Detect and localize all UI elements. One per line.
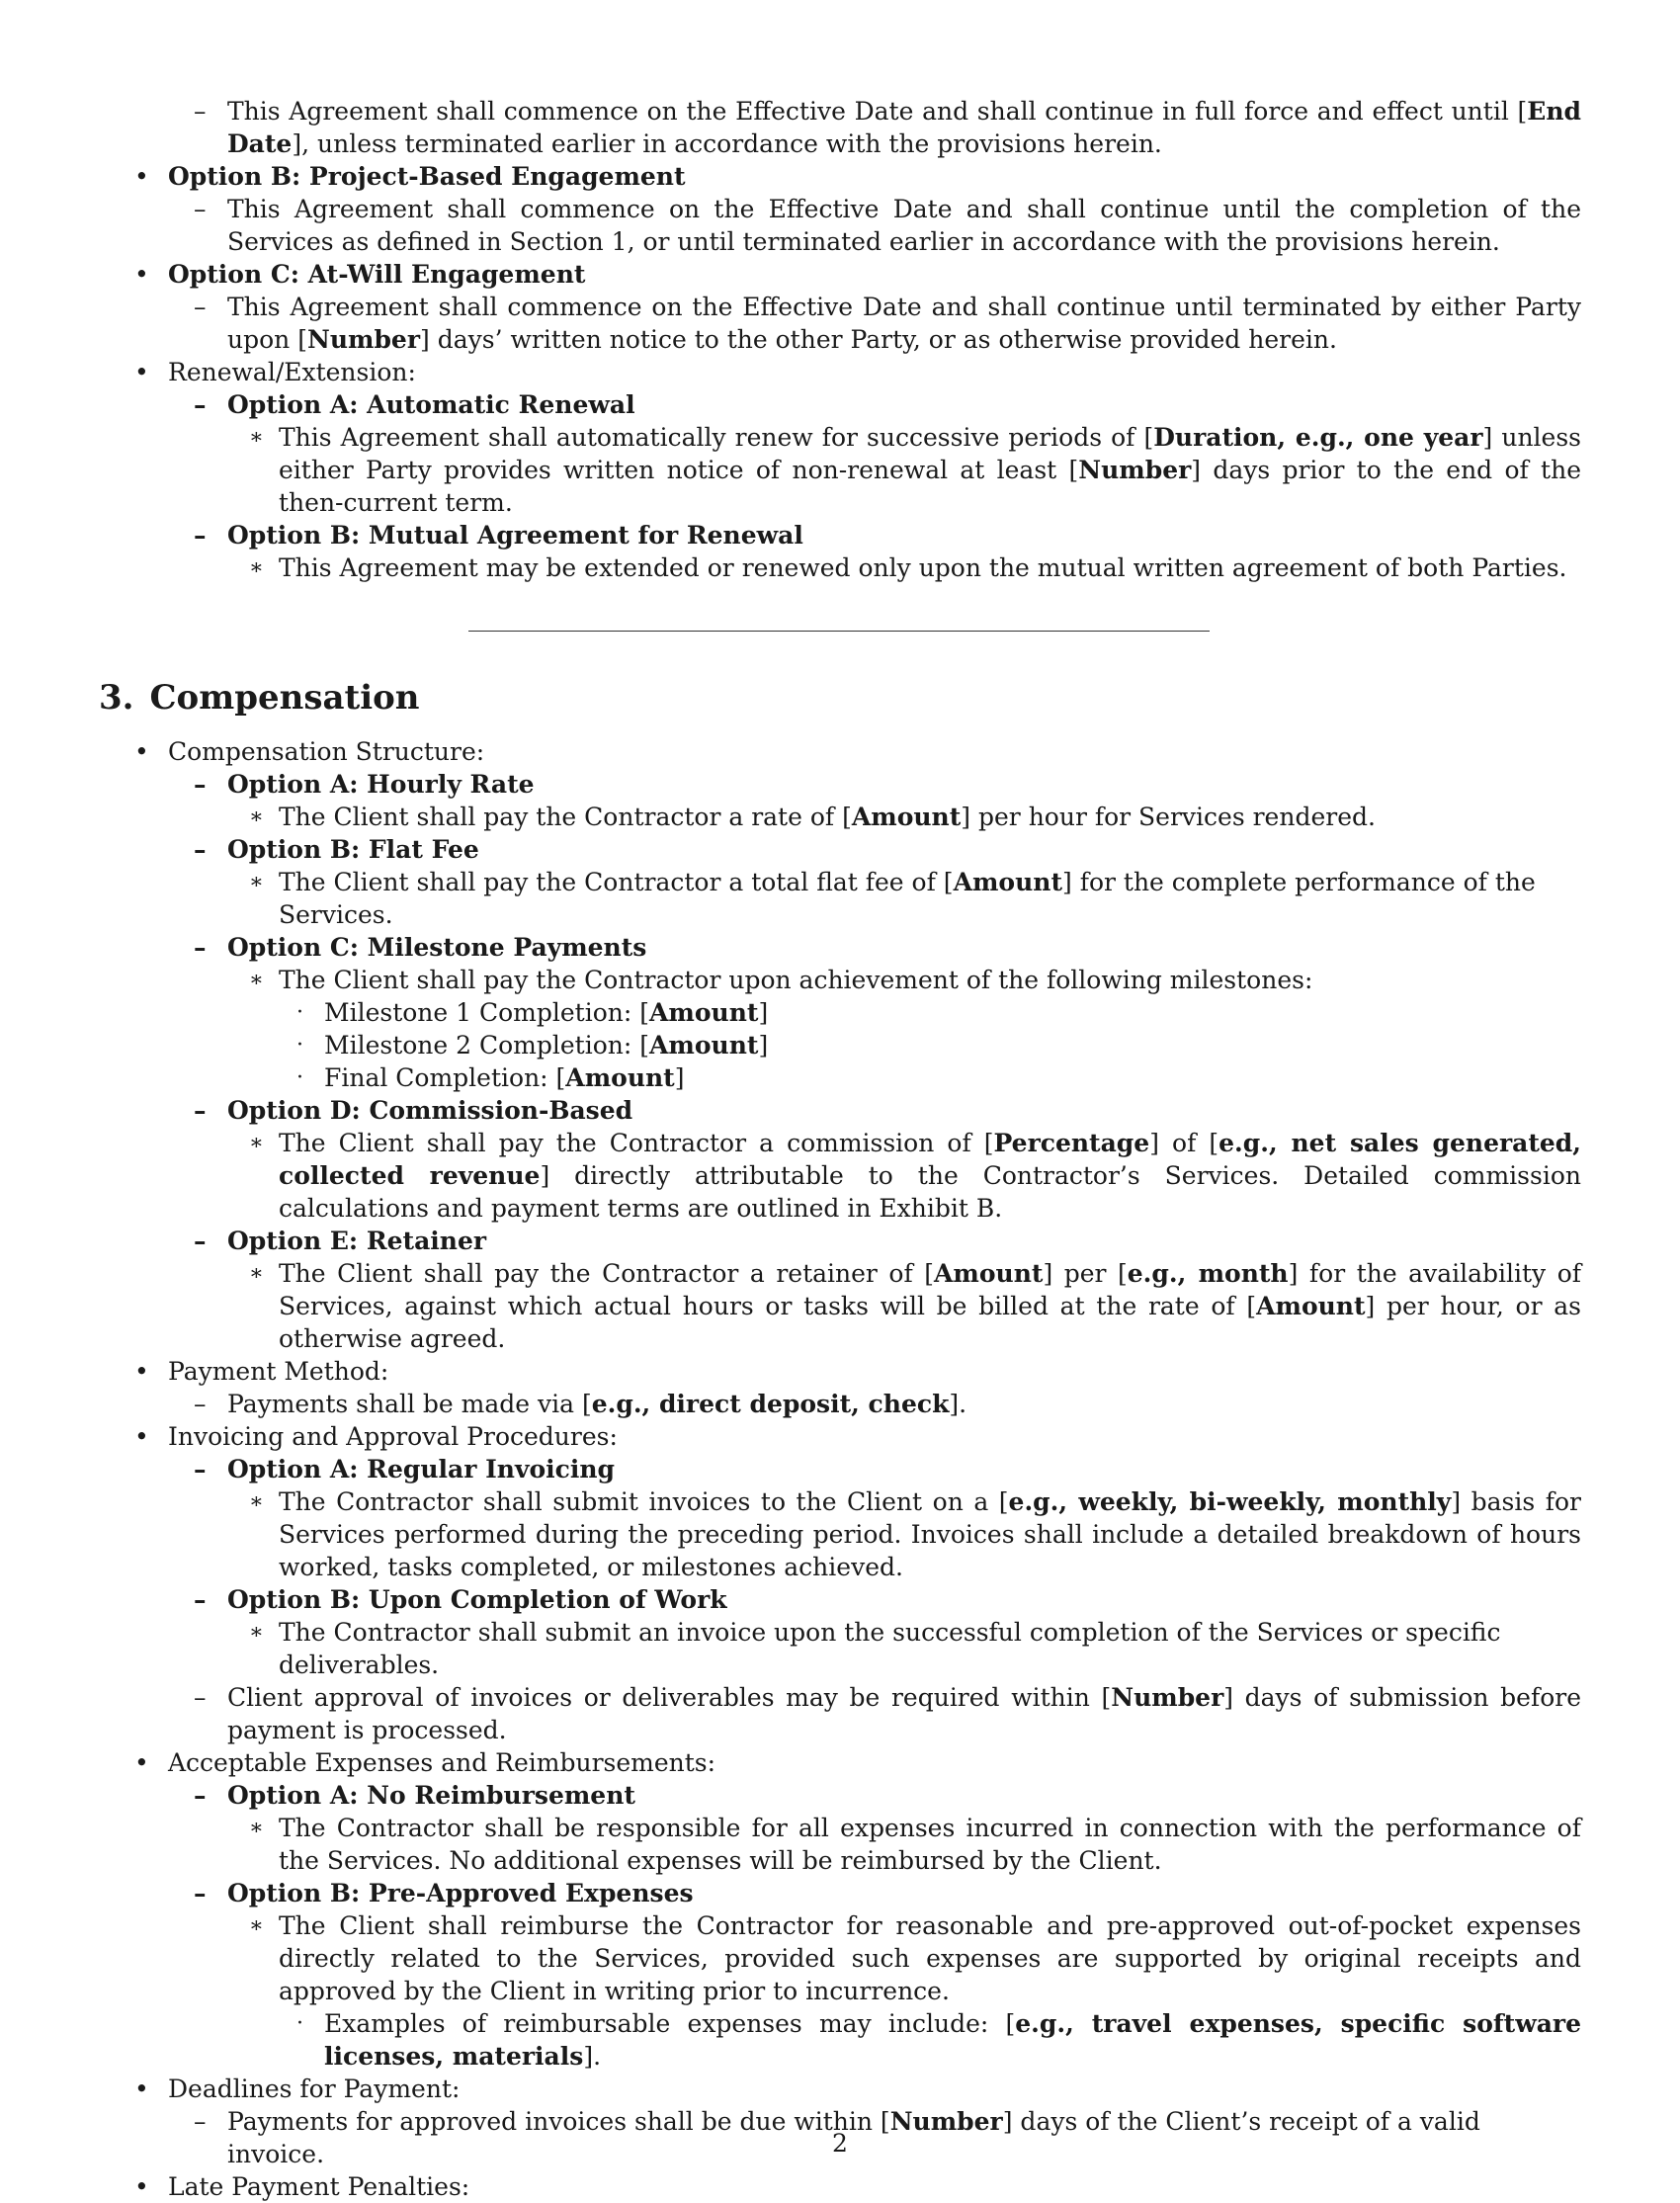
- dash-marker: –: [194, 2107, 207, 2136]
- dot-marker: ·: [296, 1065, 303, 1090]
- milestones-list: [99, 996, 1581, 1094]
- star-marker: ∗: [249, 555, 264, 580]
- renewal-option-a: [99, 388, 1581, 421]
- option-title: Option B: Upon Completion of Work: [227, 1585, 727, 1614]
- list-item: – Payments shall be made via [e.g., direct deposit, check].: [194, 1390, 967, 1418]
- payment-method-detail: [99, 1388, 1581, 1420]
- placeholder-number: Number: [306, 325, 421, 354]
- page-number: 2: [832, 2129, 848, 2158]
- list-item: • Deadlines for Payment:: [134, 2075, 461, 2103]
- comp-option-e: [99, 1225, 1581, 1257]
- late-penalties: [99, 2170, 1581, 2203]
- list-item: • Renewal/Extension:: [134, 358, 416, 386]
- expenses-examples: [99, 2007, 1581, 2073]
- comp-option-c-detail: [99, 964, 1581, 996]
- payment-method: [99, 1355, 1581, 1388]
- option-title: Option B: Project-Based Engagement: [168, 162, 686, 191]
- term-section-continuation: [99, 95, 1581, 584]
- star-marker: ∗: [249, 870, 264, 894]
- comp-option-b-detail: [99, 866, 1581, 931]
- option-title: Option D: Commission-Based: [227, 1096, 633, 1125]
- placeholder-end-date: End Date: [227, 97, 1581, 158]
- section-heading: [99, 676, 420, 720]
- section-number: 3.: [99, 678, 134, 718]
- list-item: [99, 768, 1581, 801]
- list-item: ∗ The Contractor shall submit an invoice upon the successful completion of the Services or specific deliverables.: [249, 1618, 1501, 1679]
- comp-structure: [99, 735, 1581, 768]
- comp-option-d-detail: [99, 1127, 1581, 1225]
- option-title: Option A: Regular Invoicing: [227, 1455, 616, 1483]
- option-title: Option A: Hourly Rate: [227, 770, 535, 799]
- comp-option-a: [99, 768, 1581, 801]
- invoicing: [99, 1420, 1581, 1453]
- comp-option-b: [99, 833, 1581, 866]
- bullet-marker: •: [134, 2172, 149, 2201]
- list-item: ∗ The Client shall pay the Contractor a total flat fee of [Amount] for the complete performance of the Services.: [249, 868, 1536, 929]
- dash-marker: –: [194, 1585, 207, 1614]
- list-item: [99, 1583, 1581, 1616]
- dash-marker: –: [194, 1781, 207, 1810]
- list-item: – This Agreement shall commence on the Effective Date and shall continue until terminated by either Party upon [Number] days’ written notice to the other Party, or as otherwise provided herein.: [194, 293, 1581, 354]
- list-item: · Milestone 2 Completion: [Amount]: [296, 1031, 769, 1059]
- list-item: [99, 258, 1581, 291]
- bullet-marker: •: [134, 1422, 149, 1451]
- option-title: Option C: At-Will Engagement: [168, 260, 586, 289]
- compensation-section: [99, 735, 1581, 2203]
- expenses-option-b: [99, 1877, 1581, 1909]
- renewal-option-b: [99, 519, 1581, 551]
- expenses: [99, 1746, 1581, 1779]
- comp-option-c: [99, 931, 1581, 964]
- star-marker: ∗: [249, 1131, 264, 1155]
- invoicing-option-a: [99, 1453, 1581, 1485]
- invoicing-approval: [99, 1681, 1581, 1746]
- dash-marker: –: [194, 1455, 207, 1483]
- list-item: ∗ The Client shall pay the Contractor a retainer of [Amount] per [e.g., month] for the availability of Services, against which actual hours or tasks will be billed at the rate of [Amount] per hour, or as otherwise agreed.: [249, 1259, 1581, 1353]
- dash-marker: –: [194, 195, 207, 223]
- star-marker: ∗: [249, 1620, 264, 1645]
- list-item: ∗ The Contractor shall be responsible for all expenses incurred in connection with the performance of the Services. No additional expenses will be reimbursed by the Client.: [249, 1814, 1581, 1875]
- list-item: ∗ The Client shall pay the Contractor upon achievement of the following milestones:: [249, 966, 1313, 994]
- list-item: ∗ This Agreement shall automatically renew for successive periods of [Duration, e.g., one year] unless either Party provides written notice of non-renewal at least [Number] days prior to the end of the then-current term.: [249, 423, 1581, 517]
- bullet-marker: •: [134, 162, 149, 191]
- dash-marker: –: [194, 1390, 207, 1418]
- dash-marker: –: [194, 1683, 207, 1712]
- comp-option-a-detail: [99, 801, 1581, 833]
- option-title: Option C: Milestone Payments: [227, 933, 647, 962]
- list-item: [99, 1453, 1581, 1485]
- dash-marker: –: [194, 1096, 207, 1125]
- dash-marker: –: [194, 1227, 207, 1255]
- list-item: – Payments for approved invoices shall be due within [Number] days of the Client’s receipt of a valid invoice.: [194, 2107, 1480, 2168]
- bullet-marker: •: [134, 358, 149, 386]
- list-item: • Acceptable Expenses and Reimbursements:: [134, 1748, 716, 1777]
- term-option-b-sublist: [99, 193, 1581, 258]
- dot-marker: ·: [296, 2011, 303, 2036]
- bullet-marker: •: [134, 260, 149, 289]
- list-item: [99, 1094, 1581, 1127]
- list-item: [99, 1225, 1581, 1257]
- expenses-option-a-detail: [99, 1812, 1581, 1877]
- list-item: • Late Payment Penalties:: [134, 2172, 470, 2201]
- term-option-c-sublist: [99, 291, 1581, 356]
- list-item: – This Agreement shall commence on the Effective Date and shall continue in full force and effect until [End Date], unless terminated earlier in accordance with the provisions herein.: [194, 97, 1581, 158]
- renewal-option-b-detail: [99, 551, 1581, 584]
- expenses-option-a: [99, 1779, 1581, 1812]
- dash-marker: –: [194, 390, 207, 419]
- list-item: · Milestone 1 Completion: [Amount]: [296, 998, 769, 1027]
- list-item: [99, 160, 1581, 193]
- section-title: Compensation: [149, 678, 420, 718]
- dash-marker: –: [194, 97, 207, 126]
- option-title: Option A: No Reimbursement: [227, 1781, 635, 1810]
- dash-marker: –: [194, 770, 207, 799]
- renewal-list: [99, 356, 1581, 388]
- bullet-marker: •: [134, 2075, 149, 2103]
- star-marker: ∗: [249, 1816, 264, 1840]
- term-option-a-sublist: [99, 95, 1581, 160]
- bullet-marker: •: [134, 1357, 149, 1386]
- list-item: • Payment Method:: [134, 1357, 389, 1386]
- invoicing-option-b: [99, 1583, 1581, 1616]
- option-title: Option E: Retainer: [227, 1227, 487, 1255]
- list-item: [99, 519, 1581, 551]
- renewal-option-a-detail: [99, 421, 1581, 519]
- bullet-marker: •: [134, 1748, 149, 1777]
- dash-marker: –: [194, 293, 207, 321]
- term-options-list-c: [99, 258, 1581, 291]
- expenses-option-b-detail: [99, 1909, 1581, 2007]
- list-item: • Compensation Structure:: [134, 737, 485, 766]
- list-item: ∗ The Client shall pay the Contractor a rate of [Amount] per hour for Services rendered.: [249, 803, 1376, 831]
- star-marker: ∗: [249, 425, 264, 450]
- list-item: – Client approval of invoices or deliverables may be required within [Number] days of submission before payment is processed.: [194, 1683, 1581, 1744]
- list-item: · Examples of reimbursable expenses may include: [e.g., travel expenses, specific software licenses, materials].: [296, 2009, 1582, 2071]
- option-title: Option B: Mutual Agreement for Renewal: [227, 521, 803, 550]
- term-options-list: [99, 160, 1581, 193]
- list-item: – This Agreement shall commence on the Effective Date and shall continue until the completion of the Services as defined in Section 1, or until terminated earlier in accordance with the provisions herein.: [194, 195, 1581, 256]
- star-marker: ∗: [249, 968, 264, 992]
- option-title: Option B: Flat Fee: [227, 835, 479, 864]
- star-marker: ∗: [249, 1489, 264, 1514]
- list-item: [99, 1877, 1581, 1909]
- comp-option-e-detail: [99, 1257, 1581, 1355]
- dash-marker: –: [194, 835, 207, 864]
- option-title: Option B: Pre-Approved Expenses: [227, 1879, 694, 1907]
- dash-marker: –: [194, 1879, 207, 1907]
- list-item: [99, 931, 1581, 964]
- star-marker: ∗: [249, 1913, 264, 1938]
- invoicing-option-a-detail: [99, 1485, 1581, 1583]
- dash-marker: –: [194, 933, 207, 962]
- list-item: ∗ The Contractor shall submit invoices to the Client on a [e.g., weekly, bi-weekly, monthly] basis for Services performed during the preceding period. Invoices shall include a detailed breakdown of hours worked, tasks completed, or milestones achieved.: [249, 1487, 1581, 1581]
- list-item: · Final Completion: [Amount]: [296, 1063, 685, 1092]
- invoicing-option-b-detail: [99, 1616, 1581, 1681]
- dash-marker: –: [194, 521, 207, 550]
- list-item: ∗ The Client shall pay the Contractor a commission of [Percentage] of [e.g., net sales generated, collected revenue] directly attributable to the Contractor’s Services. Detailed commission calculations and payment terms are outlined in Exhibit B.: [249, 1129, 1581, 1223]
- list-item: ∗ The Client shall reimburse the Contractor for reasonable and pre-approved out-of-pocket expenses directly related to the Services, provided such expenses are supported by original receipts and approved by the Client in writing prior to incurrence.: [249, 1911, 1581, 2005]
- section-divider: [468, 631, 1210, 632]
- bullet-marker: •: [134, 737, 149, 766]
- deadlines: [99, 2073, 1581, 2105]
- star-marker: ∗: [249, 805, 264, 829]
- dot-marker: ·: [296, 1000, 303, 1025]
- dot-marker: ·: [296, 1033, 303, 1058]
- list-item: [99, 1779, 1581, 1812]
- option-title: Option A: Automatic Renewal: [227, 390, 635, 419]
- comp-option-d: [99, 1094, 1581, 1127]
- list-item: ∗ This Agreement may be extended or renewed only upon the mutual written agreement of both Parties.: [249, 553, 1567, 582]
- list-item: [99, 388, 1581, 421]
- list-item: • Invoicing and Approval Procedures:: [134, 1422, 618, 1451]
- list-item: [99, 833, 1581, 866]
- star-marker: ∗: [249, 1261, 264, 1286]
